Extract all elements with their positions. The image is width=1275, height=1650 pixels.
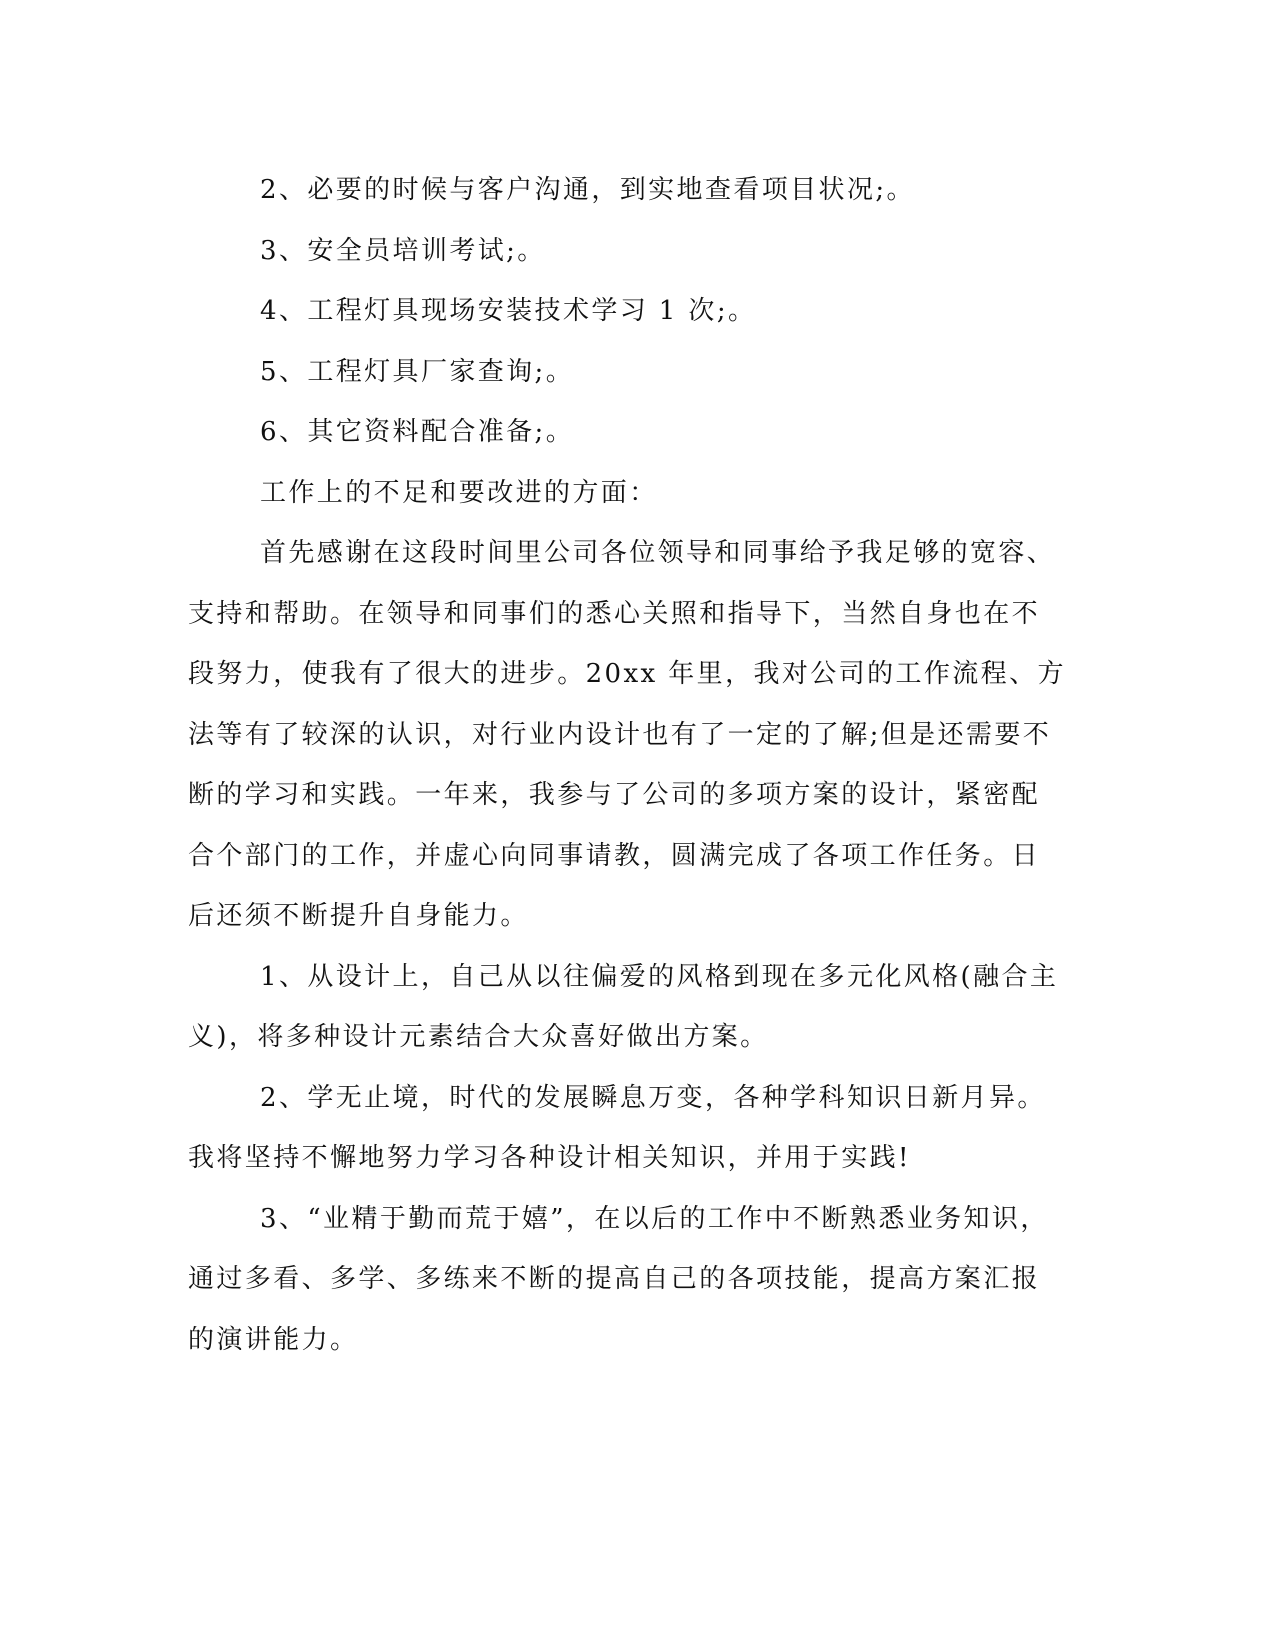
improvement-item-3-continued: 的演讲能力。	[188, 1324, 359, 1355]
document-body	[188, 160, 1068, 1370]
paragraph-line: 法等有了较深的认识，对行业内设计也有了一定的了解;但是还需要不	[188, 719, 1052, 750]
list-item-5: 5、工程灯具厂家查询;。	[260, 356, 575, 387]
improvement-item-3: 3、“业精于勤而荒于嬉”，在以后的工作中不断熟悉业务知识，	[260, 1203, 1049, 1234]
list-item-4: 4、工程灯具现场安装技术学习 1 次;。	[260, 296, 757, 326]
improvement-item-1-continued: 义)，将多种设计元素结合大众喜好做出方案。	[188, 1022, 769, 1052]
list-item-2: 2、必要的时候与客户沟通，到实地查看项目状况;。	[260, 175, 915, 205]
list-item-6: 6、其它资料配合准备;。	[260, 417, 575, 447]
list-item-3: 3、安全员培训考试;。	[260, 235, 546, 266]
section-heading: 工作上的不足和要改进的方面：	[260, 477, 658, 508]
improvement-item-2: 2、学无止境，时代的发展瞬息万变，各种学科知识日新月异。	[260, 1082, 1046, 1113]
paragraph-line: 支持和帮助。在领导和同事们的悉心关照和指导下，当然自身也在不	[188, 598, 1041, 629]
paragraph-line: 段努力，使我有了很大的进步。20xx 年里，我对公司的工作流程、方	[188, 659, 1066, 689]
improvement-item-3-continued: 通过多看、多学、多练来不断的提高自己的各项技能，提高方案汇报	[188, 1264, 1041, 1294]
paragraph-line: 首先感谢在这段时间里公司各位领导和同事给予我足够的宽容、	[260, 538, 1056, 568]
paragraph-line: 断的学习和实践。一年来，我参与了公司的多项方案的设计，紧密配	[188, 780, 1041, 810]
paragraph-line: 后还须不断提升自身能力。	[188, 901, 529, 931]
improvement-item-2-continued: 我将坚持不懈地努力学习各种设计相关知识，并用于实践!	[188, 1143, 911, 1173]
improvement-item-1: 1、从设计上，自己从以往偏爱的风格到现在多元化风格(融合主	[260, 961, 1059, 992]
paragraph-line: 合个部门的工作，并虚心向同事请教，圆满完成了各项工作任务。日	[188, 840, 1041, 871]
